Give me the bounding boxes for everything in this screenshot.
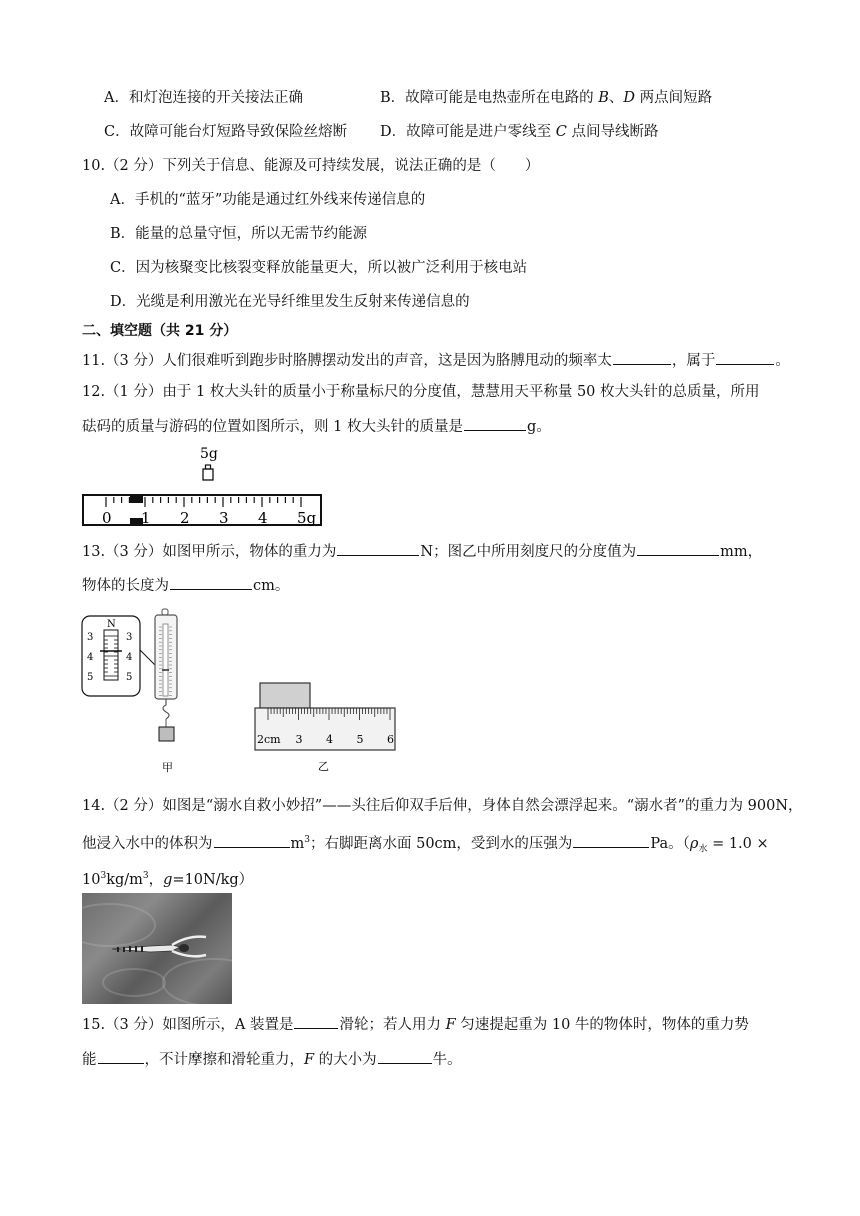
caption-yi: 乙 [318,760,329,773]
measured-block [260,683,310,708]
scale-label: 5g [297,509,317,527]
q13-line-1-mid: N；图乙中所用刻度尺的分度值为 [420,544,637,560]
spring-scale-figure [80,608,190,778]
q12-line-2-post: g。 [526,419,551,435]
q15-line-2-post: 牛。 [432,1052,462,1068]
section-2-title: 二、填空题（共 21 分） [82,323,238,339]
q14-line-2-pre: 他浸入水中的体积为 [82,835,213,852]
ruler-figure [252,680,402,778]
caption-jia: 甲 [162,761,173,774]
swimmer-figure [110,933,210,961]
q10-option-c: C．因为核聚变比核裂变释放能量更大，所以被广泛利用于核电站 [110,260,528,276]
q13-blank-1[interactable] [337,541,419,556]
q9-option-b-post: 两点间短路 [635,90,713,106]
scale-label: 1 [141,509,151,527]
q15-line-2-mid2: 的大小为 [314,1052,377,1068]
q14-blank-2[interactable] [573,833,649,848]
q14-density-unit: kg/m [106,871,143,888]
q15-line-1-pre: 15.（3 分）如图所示，A 装置是 [82,1017,294,1033]
q12-line-2 [82,416,551,437]
callout-left-labels [87,632,93,683]
q9-option-d-pre: D．故障可能是进户零线至 [380,124,556,140]
q9-var-c: C [555,124,567,140]
q12-line-2-pre: 砝码的质量与游码的位置如图所示，则 1 枚大头针的质量是 [82,419,463,435]
scale-label: 2 [180,509,190,527]
q13-line-1-post: mm， [720,544,763,560]
q10-stem: 10.（2 分）下列关于信息、能源及可持续发展，说法正确的是（ ） [82,158,540,174]
q11-mid: ，属于 [671,353,716,369]
ruler-label: 3 [295,733,303,746]
q11-blank-1[interactable] [613,350,671,365]
q15-force-f-2: F [304,1052,315,1068]
q15-line-2-mid: ，不计摩擦和滑轮重力， [144,1052,304,1068]
q12-blank[interactable] [464,416,526,431]
rider-top [130,495,143,503]
q14-unit-m: m [290,835,305,852]
callout-left-label: 5 [87,672,94,683]
callout-right-label: 3 [126,632,133,643]
hanging-block [159,727,174,741]
ruler-label: 4 [326,733,333,746]
q9-option-b [380,88,712,108]
q14-line-3 [82,866,253,890]
q9-sep: 、 [608,90,624,106]
scale-slot [163,624,168,696]
callout-ticks [104,636,118,676]
scale-hook-bottom [163,699,169,719]
q13-line-2-pre: 物体的长度为 [82,578,169,594]
q11 [82,350,790,371]
q9-var-b: B [598,90,609,106]
q9-option-d-post: 点间导线断路 [566,124,659,140]
q14-comma: ， [148,871,164,888]
q11-blank-2[interactable] [716,350,774,365]
q13-blank-2[interactable] [637,541,719,556]
q14-sup-cube: 3 [142,871,149,881]
q15-blank-3[interactable] [378,1049,432,1064]
q13-line-2-post: cm。 [253,578,290,594]
q13-line-1 [82,541,762,562]
q9-option-d [380,122,658,142]
q9-option-c: C．故障可能台灯短路导致保险丝熔断 [104,124,348,140]
ruler-label: 2cm [257,733,281,746]
q14-pa: Pa。（ [650,835,690,852]
q15-blank-1[interactable] [294,1014,338,1029]
q15-line-1-mid: 滑轮；若人用力 [339,1017,446,1033]
scale-unit-label: N [107,619,116,630]
ruler-label: 5 [356,733,364,746]
q14-line-2-post: = 1.0 × [707,835,769,852]
q15-line-1-post: 匀速提起重为 10 牛的物体时，物体的重力势 [455,1017,749,1033]
q9-option-a: A．和灯泡连接的开关接法正确 [104,90,303,106]
scale-label: 0 [102,509,112,527]
q15-line-1 [82,1014,749,1035]
q15-blank-2[interactable] [98,1049,144,1064]
q12-line-1: 12.（1 分）由于 1 枚大头针的质量小于称量标尺的分度值，慧慧用天平称量 50 枚大头针的总质量，所用 [82,384,760,400]
q14-ten: 10 [82,871,101,888]
callout-right-labels [126,632,132,683]
scale-label: 3 [219,509,229,527]
q14-line-2 [82,830,769,860]
q14-g-value: =10N/kg） [172,871,254,888]
q14-g: g [163,871,173,888]
q11-post: 。 [775,353,790,369]
q15-force-f: F [445,1017,456,1033]
q14-sup-3: 3 [304,835,310,845]
q14-rho-sub: 水 [698,844,708,855]
q13-line-2 [82,575,289,596]
callout-left-label: 3 [87,632,94,643]
weight-icon [203,465,213,480]
q14-line-2-mid: ；右脚距离水面 50cm，受到水的压强为 [309,835,573,852]
q10-option-a: A．手机的“蓝牙”功能是通过红外线来传递信息的 [110,192,426,208]
balance-scale-figure [80,440,330,532]
q14-line-1: 14.（2 分）如图是“溺水自救小妙招”——头往后仰双手后伸，身体自然会漂浮起来。“溺水者”的重力为 900N， [82,798,803,814]
floating-swimmer-photo [82,893,232,1004]
q9-option-b-pre: B．故障可能是电热壶所在电路的 [380,90,599,106]
q14-rho: ρ [689,835,699,852]
q15-line-2-pre: 能 [82,1052,97,1068]
callout-left-label: 4 [87,652,94,663]
q9-var-d: D [623,90,636,106]
q10-option-d: D．光缆是利用激光在光导纤维里发生反射来传递信息的 [110,294,470,310]
q13-line-1-pre: 13.（3 分）如图甲所示，物体的重力为 [82,544,337,560]
q14-blank-1[interactable] [214,833,290,848]
q13-blank-3[interactable] [170,575,252,590]
callout-slot [104,630,118,680]
q14-sup-exp: 3 [100,871,107,881]
scale-label: 4 [258,509,268,527]
q11-pre: 11.（3 分）人们很难听到跑步时胳膊摆动发出的声音，这是因为胳膊甩动的频率太 [82,353,612,369]
ruler-label: 6 [387,733,394,746]
callout-right-label: 5 [126,672,133,683]
q15-line-2 [82,1049,462,1070]
weight-label: 5g [200,446,218,462]
callout-right-label: 4 [126,652,133,663]
q10-option-b: B．能量的总量守恒，所以无需节约能源 [110,226,368,242]
scale-hook-top [162,609,168,615]
